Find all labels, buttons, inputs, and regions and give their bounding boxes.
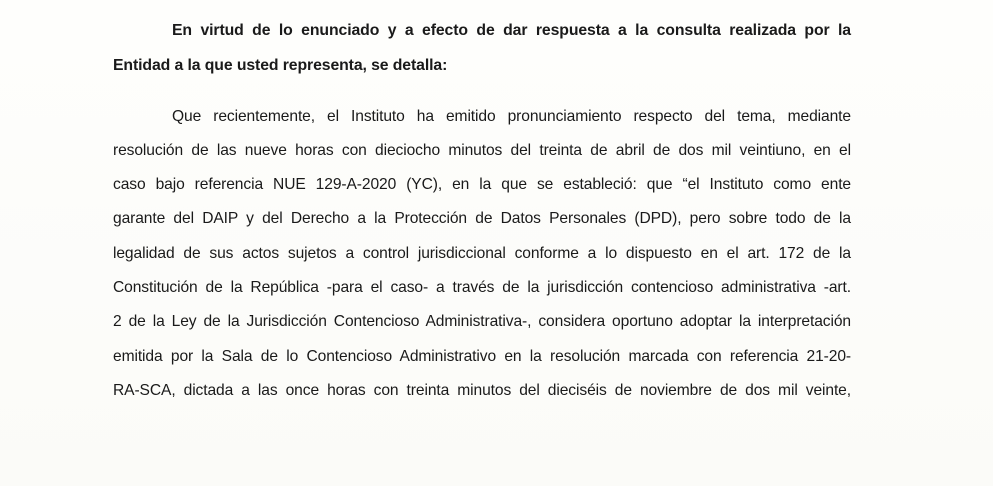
heading-line-1: En virtud de lo enunciado y a efecto de dar respuesta a la consulta realizada por la: [172, 22, 851, 39]
paragraph-line-6: Constitución de la República -para el caso- a través de la jurisdicción contencioso administrativa -art.: [113, 279, 851, 296]
paragraph-line-2: resolución de las nueve horas con dieciocho minutos del treinta de abril de dos mil veintiuno, en el: [113, 142, 851, 159]
paragraph-line-4: garante del DAIP y del Derecho a la Protección de Datos Personales (DPD), pero sobre todo de la: [113, 210, 851, 227]
paragraph-line-1: Que recientemente, el Instituto ha emitido pronunciamiento respecto del tema, mediante: [172, 108, 851, 125]
paragraph-line-8: emitida por la Sala de lo Contencioso Administrativo en la resolución marcada con referencia 21-20-: [113, 348, 851, 365]
heading-line-2: Entidad a la que usted representa, se detalla:: [113, 57, 448, 74]
paragraph-line-5: legalidad de sus actos sujetos a control jurisdiccional conforme a lo dispuesto en el art. 172 de la: [113, 245, 851, 262]
paragraph-line-7: 2 de la Ley de la Jurisdicción Contencioso Administrativa-, considera oportuno adoptar la interpretación: [113, 313, 851, 330]
paragraph-line-3: caso bajo referencia NUE 129-A-2020 (YC), en la que se estableció: que “el Instituto como ente: [113, 176, 851, 193]
paragraph-line-9: RA-SCA, dictada a las once horas con treinta minutos del dieciséis de noviembre de dos mil veinte,: [113, 382, 851, 399]
